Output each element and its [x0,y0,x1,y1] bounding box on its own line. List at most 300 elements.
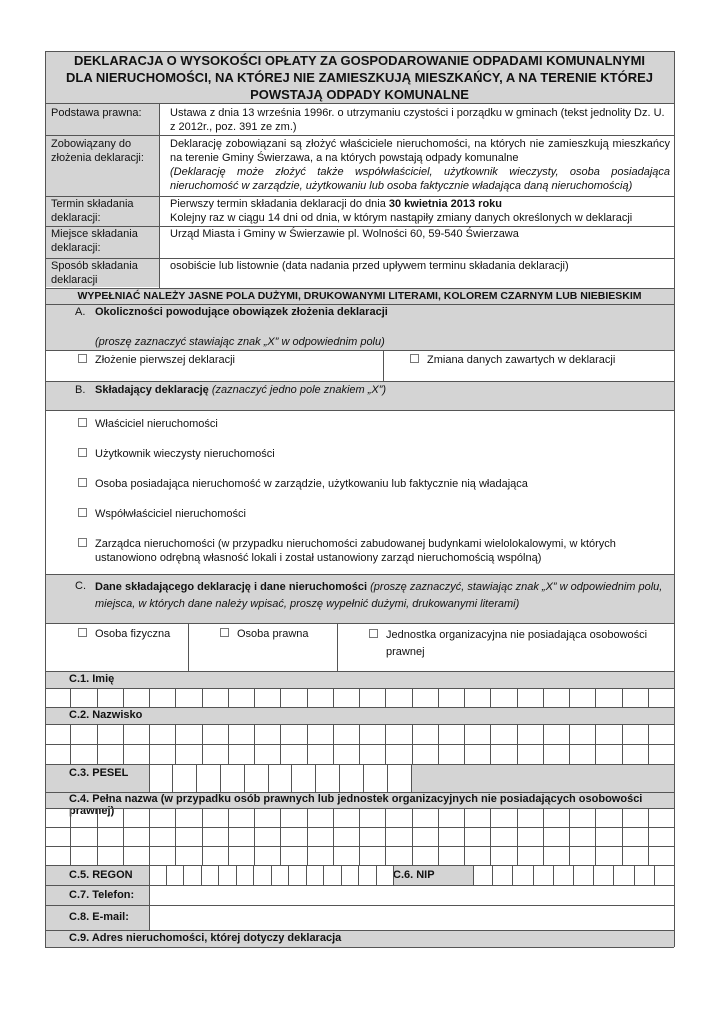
char-box[interactable] [255,808,281,827]
char-box[interactable] [334,808,360,827]
border-line [45,381,674,382]
border-line [45,947,674,948]
char-box[interactable] [98,688,124,707]
sposob-text: osobiście lub listownie (data nadania przed upływem terminu składania deklaracji) [170,260,569,272]
char-box[interactable] [281,827,307,846]
char-box[interactable] [98,827,124,846]
char-box[interactable] [272,865,290,885]
section-b-hint: (zaznaczyć jedno pole znakiem „X”) [211,384,387,396]
char-box[interactable] [439,827,465,846]
char-box[interactable] [439,744,465,764]
option-co-owner[interactable] [78,507,246,521]
section-a-title: Okoliczności powodujące obowiązek złożenia deklaracji [95,306,388,318]
char-box[interactable] [360,688,386,707]
char-box[interactable] [413,724,439,744]
termin-text [170,197,670,225]
char-box[interactable] [413,744,439,764]
email-field[interactable] [149,905,674,930]
char-box[interactable] [202,865,220,885]
char-box[interactable] [45,724,71,744]
char-box[interactable] [71,808,97,827]
char-box[interactable] [465,846,491,865]
border-line [45,196,674,197]
char-box[interactable] [544,744,570,764]
char-box[interactable] [269,764,293,792]
char-box[interactable] [413,808,439,827]
char-box[interactable] [150,744,176,764]
char-box[interactable] [491,846,517,865]
char-box[interactable] [98,744,124,764]
checkbox[interactable] [78,448,87,457]
char-box[interactable] [594,865,614,885]
char-box[interactable] [570,808,596,827]
zobowiazany-note: (Deklarację może złożyć także współwłaściciel, użytkownik wieczysty, osoba posiadająca nieruchomość w zarządzie, użytkowaniu lub osoba faktycznie władająca daną nieruchomością) [170,166,670,192]
border-line [45,827,674,828]
char-box[interactable] [203,744,229,764]
border-line [45,574,674,575]
char-box[interactable] [245,764,269,792]
checkbox[interactable] [78,478,87,487]
char-box[interactable] [649,808,674,827]
char-box[interactable] [334,846,360,865]
char-box[interactable] [98,846,124,865]
char-box[interactable] [176,827,202,846]
border-line [45,744,674,745]
border-line [45,905,674,906]
option-manager[interactable] [78,537,638,565]
char-box[interactable] [281,744,307,764]
char-box[interactable] [150,827,176,846]
border-line [45,707,674,708]
char-box[interactable] [334,744,360,764]
c2-label: C.2. Nazwisko [69,709,143,721]
option-perpetual-user[interactable] [78,447,275,461]
checkbox[interactable] [78,418,87,427]
checkbox[interactable] [78,508,87,517]
char-box[interactable] [176,688,202,707]
border-line [45,350,674,351]
regon-grid[interactable] [149,865,393,885]
border-line [674,51,675,947]
char-box[interactable] [623,688,649,707]
section-a-hint: (proszę zaznaczyć stawiając znak „X” w odpowiednim polu) [95,336,385,348]
char-box[interactable] [439,724,465,744]
char-box[interactable] [491,688,517,707]
char-box[interactable] [203,827,229,846]
border-line [45,226,674,227]
c5-label: C.5. REGON [69,869,133,881]
podstawa-text: Ustawa z dnia 13 września 1996r. o utrzymaniu czystości i porządku w gminach (tekst jednolity Dz. U. z 2012r., poz. 391 ze zm.) [170,107,665,133]
char-box[interactable] [413,827,439,846]
char-box[interactable] [386,808,412,827]
section-c-title-wrap [95,579,665,613]
char-box[interactable] [124,688,150,707]
char-box[interactable] [308,724,334,744]
char-box[interactable] [176,724,202,744]
char-box[interactable] [281,846,307,865]
pesel-grid[interactable] [149,764,411,792]
c1-grid[interactable] [45,688,674,707]
section-c-title: Dane składającego deklarację i dane nieruchomości [95,581,368,593]
declaration-form [45,51,674,947]
char-box[interactable] [386,744,412,764]
border-line [411,764,412,792]
char-box[interactable] [71,688,97,707]
char-box[interactable] [386,827,412,846]
border-line [45,808,674,809]
char-box[interactable] [203,688,229,707]
char-box[interactable] [71,724,97,744]
option-label: Zarządca nieruchomości (w przypadku nieruchomości zabudowanej budynkami wielolokalowymi, w których ustanowiono odrębną własność lokali i został ustanowiony zarząd nieruchomością wspólną) [95,538,616,564]
char-box[interactable] [98,724,124,744]
char-box[interactable] [308,688,334,707]
char-box[interactable] [229,688,255,707]
char-box[interactable] [45,846,71,865]
char-box[interactable] [465,827,491,846]
checkbox[interactable] [78,538,87,547]
border-line [45,671,674,672]
char-box[interactable] [544,724,570,744]
option-organizational-unit[interactable] [369,627,669,661]
c4-grid-row2[interactable] [45,827,674,846]
char-box[interactable] [596,827,622,846]
c9-label: C.9. Adres nieruchomości, której dotyczy deklaracja [69,932,342,944]
char-box[interactable] [491,827,517,846]
char-box[interactable] [386,724,412,744]
char-box[interactable] [150,846,176,865]
border-line [45,304,674,305]
char-box[interactable] [623,808,649,827]
char-box[interactable] [150,808,176,827]
option-first-declaration[interactable] [78,353,235,367]
zobowiazany-main: Deklarację zobowiązani są złożyć właściciele nieruchomości, na których nie zamieszkują mieszkańcy na terenie Gminy Świerzawa, a na których powstają odpady komunalne [170,138,670,164]
border-line [45,288,674,289]
char-box[interactable] [308,827,334,846]
zobowiazany-label: Zobowiązany do złożenia deklaracji: [51,138,144,164]
option-possessor[interactable] [78,477,528,491]
char-box[interactable] [229,744,255,764]
char-box[interactable] [570,724,596,744]
char-box[interactable] [554,865,574,885]
char-box[interactable] [45,688,71,707]
c4-grid-row1[interactable] [45,808,674,827]
char-box[interactable] [149,764,173,792]
char-box[interactable] [308,808,334,827]
termin-part1: Pierwszy termin składania deklaracji do dnia [170,198,386,210]
char-box[interactable] [124,827,150,846]
char-box[interactable] [237,865,255,885]
char-box[interactable] [360,808,386,827]
char-box[interactable] [649,846,674,865]
char-box[interactable] [491,744,517,764]
char-box[interactable] [360,724,386,744]
checkbox[interactable] [220,628,229,637]
option-owner[interactable] [78,417,218,431]
miejsce-text: Urząd Miasta i Gminy w Świerzawie pl. Wolności 60, 59-540 Świerzawa [170,228,519,240]
border-line [188,623,189,671]
char-box[interactable] [360,846,386,865]
section-b-title-wrap [95,383,386,397]
char-box[interactable] [71,827,97,846]
char-box[interactable] [221,764,245,792]
char-box[interactable] [596,808,622,827]
border-line [45,258,674,259]
char-box[interactable] [184,865,202,885]
border-line [45,51,46,947]
char-box[interactable] [465,724,491,744]
checkbox[interactable] [78,354,87,363]
char-box[interactable] [334,688,360,707]
border-line [149,865,150,930]
char-box[interactable] [570,688,596,707]
char-box[interactable] [544,846,570,865]
option-label: Zmiana danych zawartych w deklaracji [427,354,616,366]
char-box[interactable] [71,744,97,764]
char-box[interactable] [334,724,360,744]
section-c-letter: C. [75,580,86,592]
char-box[interactable] [623,744,649,764]
char-box[interactable] [255,827,281,846]
border-line [45,865,674,866]
char-box[interactable] [439,688,465,707]
char-box[interactable] [518,846,544,865]
border-line [393,865,394,885]
section-b-letter: B. [75,384,86,396]
char-box[interactable] [340,764,364,792]
char-box[interactable] [439,808,465,827]
char-box[interactable] [635,865,655,885]
char-box[interactable] [534,865,554,885]
border-line [45,410,674,411]
char-box[interactable] [413,688,439,707]
char-box[interactable] [614,865,634,885]
char-box[interactable] [623,724,649,744]
char-box[interactable] [513,865,533,885]
c3-label: C.3. PESEL [69,767,129,779]
option-label: Osoba prawna [237,628,309,640]
char-box[interactable] [623,846,649,865]
char-box[interactable] [493,865,513,885]
c3-filler [411,764,674,792]
char-box[interactable] [281,724,307,744]
char-box[interactable] [518,724,544,744]
sposob-label: Sposób składania deklaracji [51,260,138,286]
char-box[interactable] [386,688,412,707]
option-label: Użytkownik wieczysty nieruchomości [95,448,275,460]
option-change-data[interactable] [410,353,615,367]
char-box[interactable] [465,688,491,707]
char-box[interactable] [229,808,255,827]
char-box[interactable] [491,724,517,744]
char-box[interactable] [176,744,202,764]
phone-field[interactable] [149,885,674,905]
option-label: Współwłaściciel nieruchomości [95,508,246,520]
char-box[interactable] [544,808,570,827]
border-line [45,846,674,847]
border-line [45,51,674,52]
char-box[interactable] [574,865,594,885]
char-box[interactable] [596,846,622,865]
option-label: Osoba fizyczna [95,628,171,640]
border-line [45,688,674,689]
c4-grid-row3[interactable] [45,846,674,865]
c6-label: C.6. NIP [393,869,435,881]
c2-grid-row1[interactable] [45,724,674,744]
char-box[interactable] [150,688,176,707]
border-line [45,724,674,725]
option-label: Właściciel nieruchomości [95,418,218,430]
option-label: Osoba posiadająca nieruchomość w zarządzie, użytkowaniu lub faktycznie nią władająca [95,478,528,490]
char-box[interactable] [649,688,674,707]
char-box[interactable] [334,827,360,846]
section-c-hint: (proszę zaznaczyć, stawiając znak „X” w odpowiednim polu, miejsca, w których dane należy wpisać, proszę wypełnić dużymi, drukowanymi literami) [95,581,663,610]
c1-header [45,671,674,688]
option-label: Jednostka organizacyjna nie posiadająca osobowości prawnej [386,629,648,658]
char-box[interactable] [544,688,570,707]
border-line [337,623,338,671]
char-box[interactable] [71,846,97,865]
char-box[interactable] [289,865,307,885]
char-box[interactable] [386,846,412,865]
char-box[interactable] [360,744,386,764]
char-box[interactable] [254,865,272,885]
char-box[interactable] [518,744,544,764]
fill-instruction: WYPEŁNIAĆ NALEŻY JASNE POLA DUŻYMI, DRUKOWANYMI LITERAMI, KOLOREM CZARNYM LUB NIEBIESKIM [45,288,674,304]
char-box[interactable] [359,865,377,885]
char-box[interactable] [219,865,237,885]
char-box[interactable] [596,724,622,744]
char-box[interactable] [596,688,622,707]
char-box[interactable] [229,724,255,744]
border-line [45,930,674,931]
checkbox[interactable] [369,629,378,638]
border-line [149,764,150,792]
section-a-letter: A. [75,306,86,318]
char-box[interactable] [281,688,307,707]
char-box[interactable] [518,827,544,846]
c4-label: C.4. Pełna nazwa (w przypadku osób prawnych lub jednostek organizacyjnych nie posiadających osobowości prawnej) [69,793,643,817]
checkbox[interactable] [78,628,87,637]
char-box[interactable] [324,865,342,885]
char-box[interactable] [197,764,221,792]
char-box[interactable] [292,764,316,792]
nip-grid[interactable] [473,865,674,885]
c7-label: C.7. Telefon: [69,889,135,901]
podstawa-label: Podstawa prawna: [51,107,142,119]
char-box[interactable] [364,764,388,792]
char-box[interactable] [176,846,202,865]
zobowiazany-text [170,137,670,193]
char-box[interactable] [176,808,202,827]
c2-grid-row2[interactable] [45,744,674,764]
border-line [45,103,674,104]
title-block [45,51,674,103]
border-line [45,764,674,765]
char-box[interactable] [570,846,596,865]
char-box[interactable] [229,846,255,865]
checkbox[interactable] [410,354,419,363]
char-box[interactable] [623,827,649,846]
char-box[interactable] [388,764,411,792]
char-box[interactable] [124,846,150,865]
char-box[interactable] [413,846,439,865]
char-box[interactable] [377,865,394,885]
char-box[interactable] [203,724,229,744]
char-box[interactable] [649,827,674,846]
termin-date: 30 kwietnia 2013 roku [388,198,503,210]
char-box[interactable] [124,724,150,744]
char-box[interactable] [255,724,281,744]
char-box[interactable] [255,846,281,865]
border-line [45,623,674,624]
option-label: Złożenie pierwszej deklaracji [95,354,236,366]
char-box[interactable] [255,688,281,707]
char-box[interactable] [150,724,176,744]
char-box[interactable] [473,865,493,885]
border-line [473,865,474,885]
border-line [45,792,674,793]
char-box[interactable] [307,865,325,885]
char-box[interactable] [342,865,360,885]
char-box[interactable] [439,846,465,865]
char-box[interactable] [316,764,340,792]
char-box[interactable] [649,744,674,764]
char-box[interactable] [124,744,150,764]
miejsce-label: Miejsce składania deklaracji: [51,228,138,254]
char-box[interactable] [544,827,570,846]
form-title: DEKLARACJA O WYSOKOŚCI OPŁATY ZA GOSPODAROWANIE ODPADAMI KOMUNALNYMI DLA NIERUCHOMOŚCI, NA KTÓREJ NIE ZAMIESZKUJĄ MIESZKAŃCY, A NA TERENIE KTÓREJ POWSTAJĄ ODPADY KOMUNALNE [66,53,653,102]
char-box[interactable] [570,744,596,764]
char-box[interactable] [45,808,71,827]
section-b-title: Składający deklarację [95,384,209,396]
char-box[interactable] [45,744,71,764]
char-box[interactable] [308,846,334,865]
char-box[interactable] [308,744,334,764]
char-box[interactable] [124,808,150,827]
char-box[interactable] [360,827,386,846]
char-box[interactable] [203,808,229,827]
char-box[interactable] [45,827,71,846]
c8-label: C.8. E-mail: [69,911,129,923]
border-line [383,350,384,381]
char-box[interactable] [649,724,674,744]
char-box[interactable] [149,865,167,885]
char-box[interactable] [518,688,544,707]
char-box[interactable] [98,808,124,827]
char-box[interactable] [491,808,517,827]
border-line [159,103,160,288]
char-box[interactable] [173,764,197,792]
char-box[interactable] [203,846,229,865]
char-box[interactable] [570,827,596,846]
char-box[interactable] [255,744,281,764]
char-box[interactable] [281,808,307,827]
border-line [45,135,674,136]
char-box[interactable] [167,865,185,885]
termin-part2: Kolejny raz w ciągu 14 dni od dnia, w którym nastąpiły zmiany danych określonych w deklaracji [170,212,633,224]
option-natural-person[interactable] [78,627,170,641]
border-line [45,885,674,886]
char-box[interactable] [465,808,491,827]
char-box[interactable] [596,744,622,764]
char-box[interactable] [518,808,544,827]
option-legal-person[interactable] [220,627,309,641]
char-box[interactable] [655,865,674,885]
char-box[interactable] [229,827,255,846]
termin-label: Termin składania deklaracji: [51,198,134,224]
c1-label: C.1. Imię [69,673,115,685]
char-box[interactable] [465,744,491,764]
